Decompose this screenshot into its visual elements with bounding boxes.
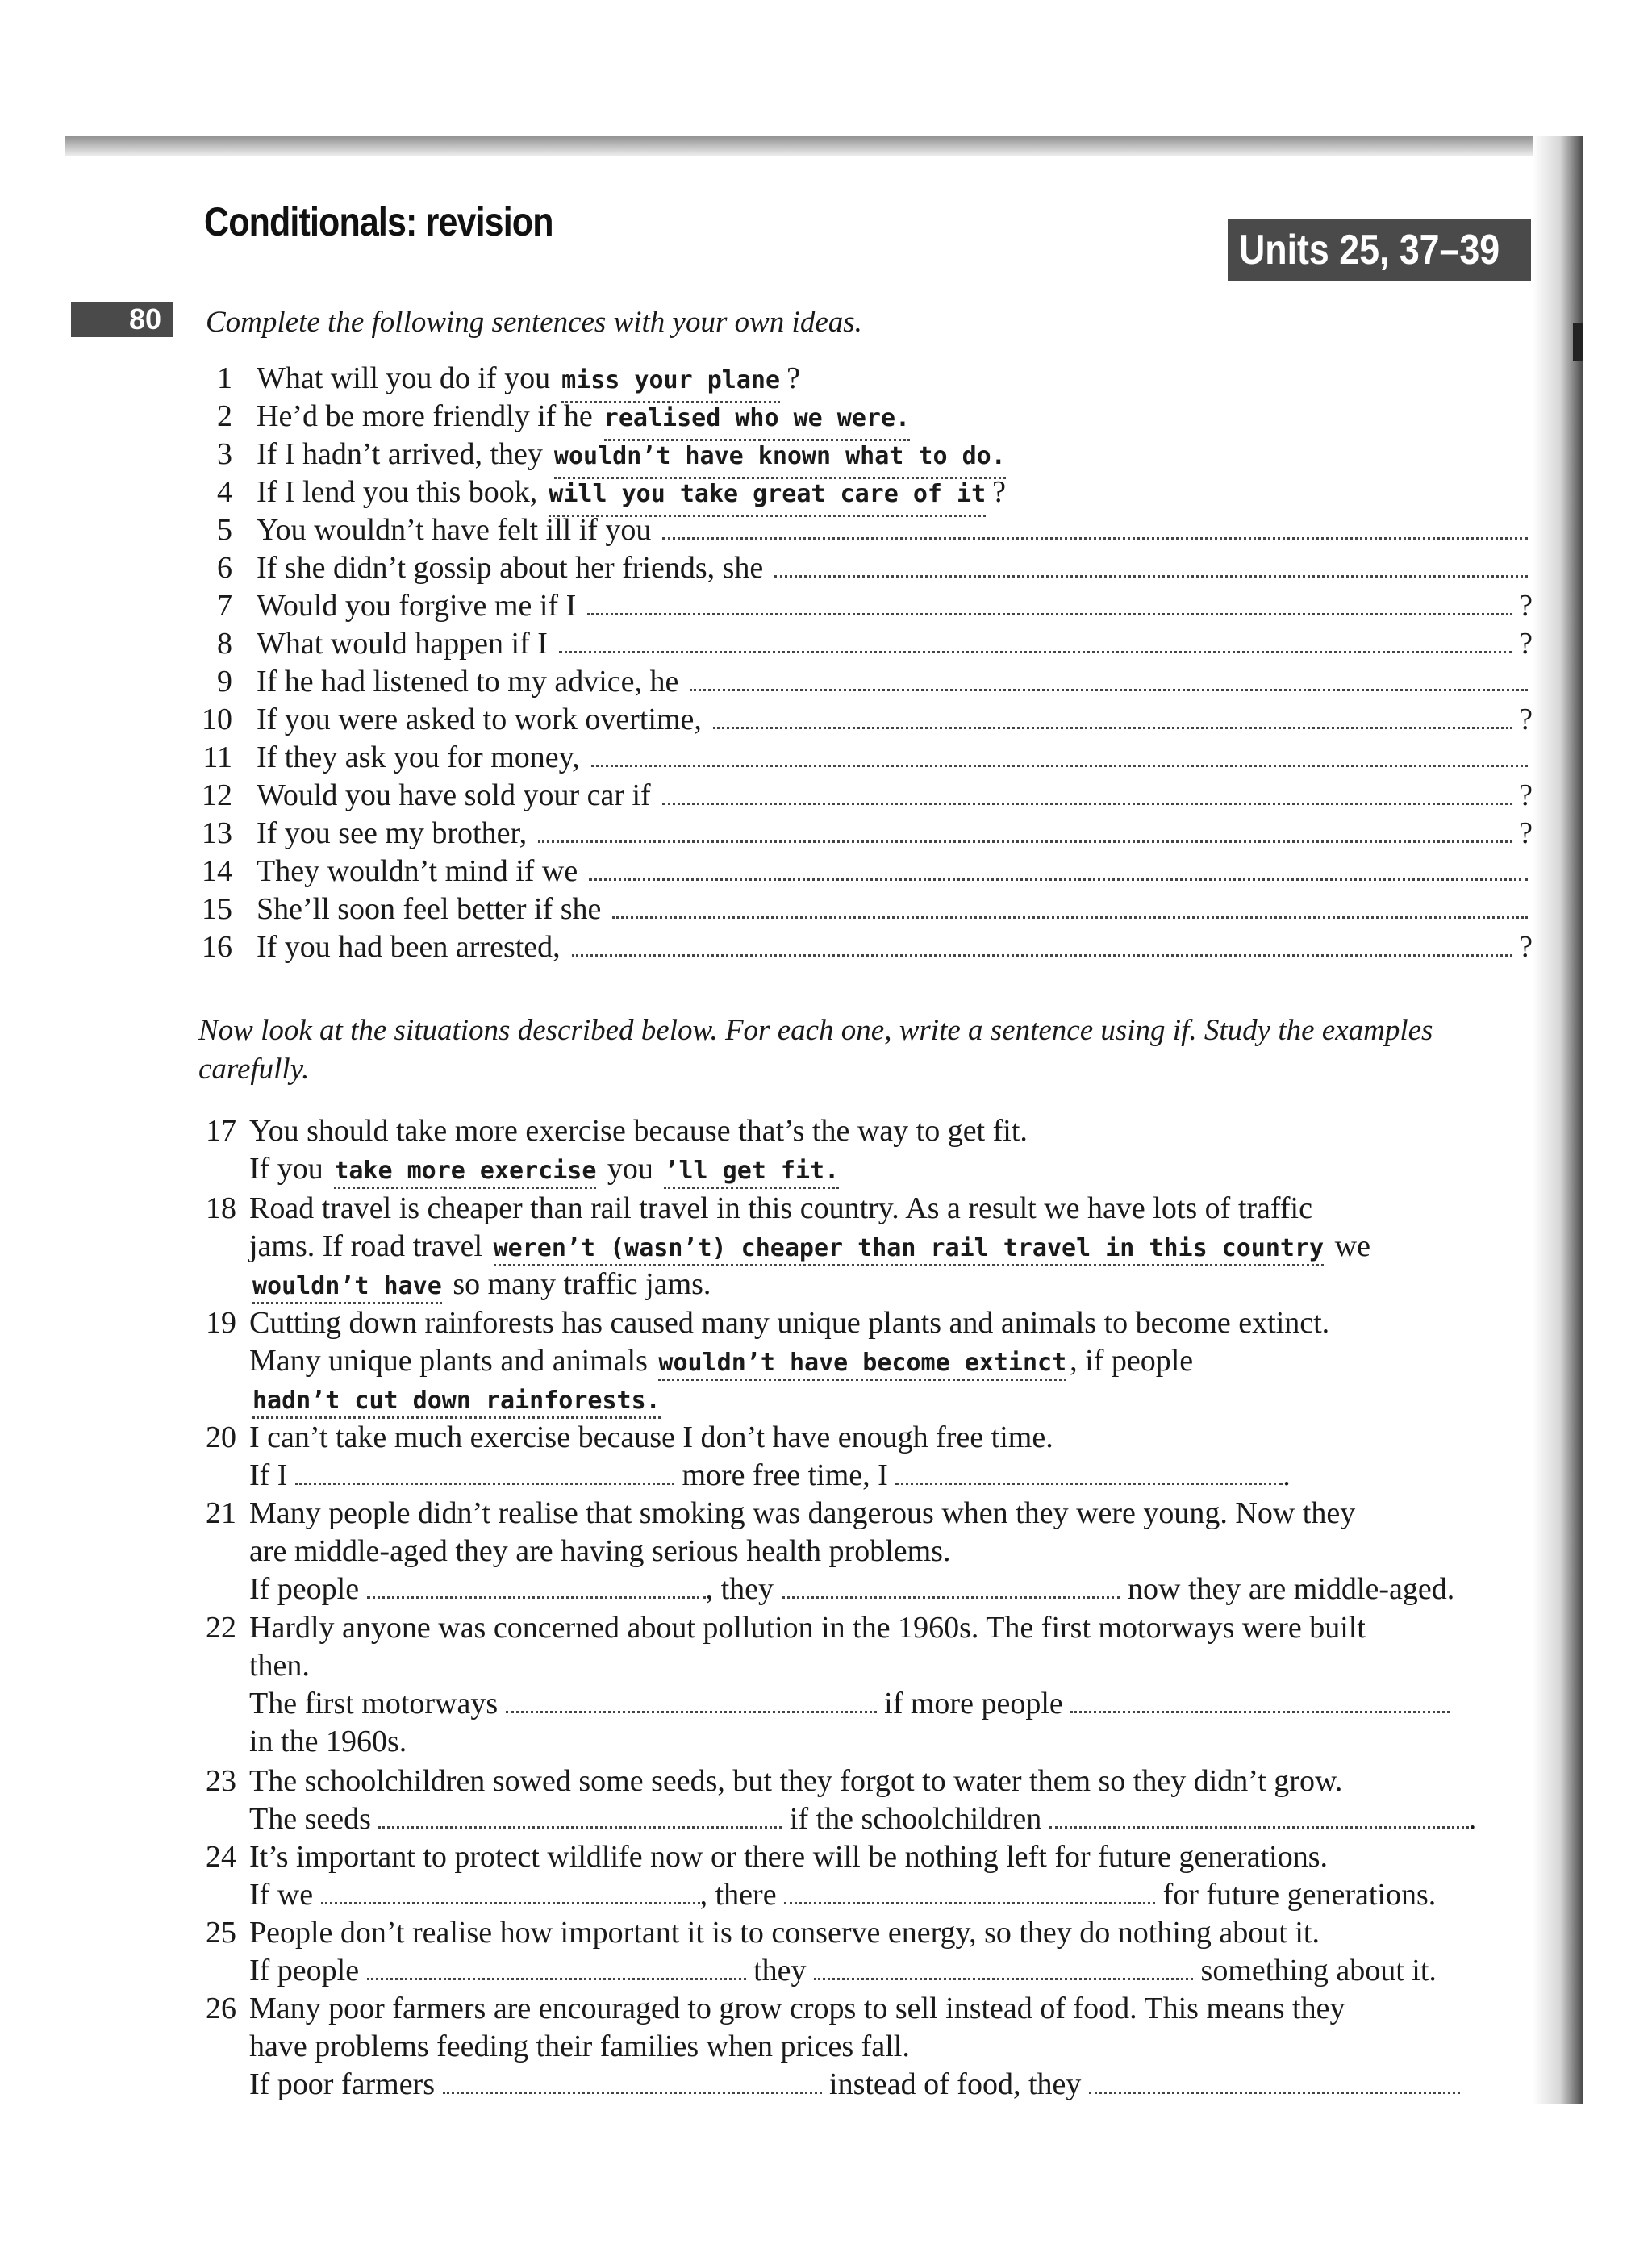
- answer-field[interactable]: weren’t (wasn’t) cheaper than rail travel in this country: [494, 1234, 1325, 1266]
- text-segment: .: [1283, 1458, 1291, 1492]
- situation-19: [190, 1303, 1529, 1424]
- text-segment: they: [753, 1954, 807, 1987]
- item-number: 4: [217, 475, 232, 509]
- situation-prompt: You should take more exercise because that’s the way to get fit.: [249, 1114, 1028, 1148]
- sentence-body: [257, 398, 1533, 441]
- item-number: 17: [206, 1114, 236, 1148]
- sentence-body: [257, 739, 1533, 776]
- sentence-end-mark: ?: [786, 361, 800, 395]
- situation-20: [190, 1418, 1529, 1499]
- answer-field[interactable]: [443, 2069, 822, 2094]
- answer-field[interactable]: will you take great care of it: [549, 476, 986, 517]
- sentence-stem: He’d be more friendly if he: [257, 399, 593, 433]
- situation-prompt: Many poor farmers are encouraged to grow crops to sell instead of food. This means they: [249, 1992, 1345, 2025]
- sentence-stem: If I hadn’t arrived, they: [257, 437, 543, 471]
- text-segment: If people: [249, 1572, 360, 1606]
- item-number: 14: [202, 854, 232, 888]
- item-number: 12: [202, 778, 232, 812]
- item-number: 24: [206, 1840, 236, 1874]
- text-segment: we: [1334, 1229, 1370, 1263]
- text-segment: then.: [249, 1649, 310, 1683]
- answer-field[interactable]: [367, 1574, 706, 1599]
- text-segment: The first motorways: [249, 1687, 499, 1721]
- text-segment: If I: [249, 1458, 288, 1492]
- answer-field[interactable]: [690, 666, 1528, 691]
- situation-prompt: The schoolchildren sowed some seeds, but they forgot to water them so they didn’t grow.: [249, 1764, 1343, 1798]
- answer-field[interactable]: [506, 1688, 877, 1713]
- sentence-stem: If you had been arrested,: [257, 930, 561, 964]
- answer-field[interactable]: [662, 515, 1528, 540]
- sentence-stem: If you were asked to work overtime,: [257, 703, 702, 736]
- text-segment: if the schoolchildren: [789, 1802, 1042, 1836]
- sentence-body: [257, 815, 1533, 852]
- answer-field[interactable]: [1070, 1688, 1450, 1713]
- answer-field[interactable]: [295, 1460, 674, 1485]
- answer-field[interactable]: [591, 742, 1528, 767]
- sentence-body: [257, 853, 1533, 890]
- sentence-stem: What will you do if you: [257, 361, 551, 395]
- sentence-body: [257, 473, 1533, 517]
- sentence-end-mark: ?: [1519, 627, 1533, 661]
- item-number: 1: [217, 361, 232, 395]
- instruction-situations: Now look at the situations described below. For each one, write a sentence using if. Study the examples carefully.: [198, 1014, 1433, 1086]
- item-number: 13: [202, 816, 232, 850]
- item-number: 16: [202, 930, 232, 964]
- item-number: 10: [202, 703, 232, 736]
- text-segment: Many unique plants and animals: [249, 1344, 648, 1378]
- instruction-complete-sentences: Complete the following sentences with your own ideas.: [206, 306, 862, 339]
- situation-26: [190, 1989, 1529, 2110]
- text-segment: now they are middle-aged.: [1128, 1572, 1455, 1606]
- item-number: 21: [206, 1496, 236, 1530]
- sentence-stem: Would you have sold your car if: [257, 778, 651, 812]
- answer-field[interactable]: [895, 1460, 1283, 1485]
- item-number: 3: [217, 437, 232, 471]
- answer-field[interactable]: [784, 1879, 1155, 1904]
- sentence-body: [257, 436, 1533, 479]
- sentence-stem: If they ask you for money,: [257, 740, 580, 774]
- sentence-stem: She’ll soon feel better if she: [257, 892, 602, 926]
- sentence-stem: What would happen if I: [257, 627, 548, 661]
- item-number: 26: [206, 1992, 236, 2025]
- sentence-body: [257, 663, 1533, 700]
- sentence-body: [257, 549, 1533, 586]
- sentence-end-mark: ?: [992, 475, 1007, 509]
- text-segment: If you: [249, 1152, 323, 1186]
- scan-shadow-band: [65, 136, 1557, 156]
- situation-prompt: I can’t take much exercise because I don’t have enough free time.: [249, 1420, 1053, 1454]
- sentence-stem: If she didn’t gossip about her friends, she: [257, 551, 764, 585]
- sentence-stem: If he had listened to my advice, he: [257, 665, 679, 699]
- page-title: Conditionals: revision: [204, 199, 553, 244]
- sentence-body: [257, 777, 1533, 814]
- item-number: 6: [217, 551, 232, 585]
- units-badge: Units 25, 37–39: [1228, 219, 1531, 281]
- answer-field[interactable]: [814, 1955, 1193, 1980]
- text-segment: The seeds: [249, 1802, 371, 1836]
- text-segment: are middle-aged they are having serious health problems.: [249, 1534, 951, 1568]
- situation-17: [190, 1112, 1529, 1192]
- text-segment: instead of food, they: [829, 2067, 1082, 2101]
- sentence-body: [257, 360, 1533, 403]
- text-segment: if more people: [884, 1687, 1063, 1721]
- answer-field[interactable]: [378, 1804, 782, 1829]
- sentence-body: [257, 625, 1533, 662]
- text-segment: in the 1960s.: [249, 1725, 407, 1758]
- book-spine-shadow: [1533, 136, 1583, 2104]
- item-number: 5: [217, 513, 232, 547]
- item-number: 18: [206, 1191, 236, 1225]
- sentence-end-mark: ?: [1519, 703, 1533, 736]
- answer-field[interactable]: [662, 780, 1512, 805]
- answer-field[interactable]: [538, 818, 1512, 843]
- text-segment: something about it.: [1200, 1954, 1437, 1987]
- answer-field[interactable]: [774, 553, 1528, 578]
- sentence-body: [257, 928, 1533, 966]
- situation-22: [190, 1608, 1529, 1770]
- answer-field[interactable]: [782, 1574, 1120, 1599]
- text-segment: more free time, I: [682, 1458, 888, 1492]
- answer-field[interactable]: wouldn’t have: [252, 1272, 442, 1304]
- answer-field[interactable]: [559, 628, 1512, 653]
- answer-field[interactable]: wouldn’t have known what to do.: [554, 438, 1006, 479]
- sentence-stem: If I lend you this book,: [257, 475, 538, 509]
- text-segment: If people: [249, 1954, 360, 1987]
- sentence-body: [257, 891, 1533, 928]
- answer-field[interactable]: [367, 1955, 746, 1980]
- situation-18: [190, 1189, 1529, 1310]
- situation-prompt: People don’t realise how important it is to conserve energy, so they do nothing about it.: [249, 1916, 1320, 1950]
- answer-field[interactable]: [1089, 2069, 1460, 2094]
- spine-mark: [1573, 323, 1583, 361]
- text-segment: , there: [699, 1878, 777, 1912]
- situation-prompt: Cutting down rainforests has caused many unique plants and animals to become extinct.: [249, 1306, 1330, 1340]
- answer-field[interactable]: miss your plane: [561, 362, 780, 403]
- answer-field[interactable]: [713, 704, 1512, 729]
- sentence-end-mark: ?: [1519, 589, 1533, 623]
- sentence-body: [257, 511, 1533, 548]
- item-number: 23: [206, 1764, 236, 1798]
- text-segment: , they: [705, 1572, 774, 1606]
- item-number: 11: [202, 740, 232, 774]
- item-number: 19: [206, 1306, 236, 1340]
- situation-prompt: Many people didn’t realise that smoking was dangerous when they were young. Now they: [249, 1496, 1356, 1530]
- answer-field[interactable]: realised who we were.: [604, 400, 910, 441]
- sentence-body: [257, 587, 1533, 624]
- text-segment: so many traffic jams.: [453, 1267, 711, 1301]
- answer-field[interactable]: wouldn’t have become extinct: [658, 1349, 1066, 1381]
- item-number: 22: [206, 1611, 236, 1645]
- situation-24: [190, 1837, 1529, 1918]
- answer-field[interactable]: ’ll get fit.: [664, 1157, 839, 1189]
- item-number: 7: [217, 589, 232, 623]
- sentence-stem: Would you forgive me if I: [257, 589, 577, 623]
- item-number: 15: [202, 892, 232, 926]
- sentence-body: [257, 701, 1533, 738]
- sentence-stem: If you see my brother,: [257, 816, 528, 850]
- text-segment: If poor farmers: [249, 2067, 436, 2101]
- sentence-end-mark: ?: [1519, 930, 1533, 964]
- text-segment: for future generations.: [1162, 1878, 1437, 1912]
- text-segment: , if people: [1070, 1344, 1194, 1378]
- item-number: 2: [217, 399, 232, 433]
- sentence-end-mark: ?: [1519, 816, 1533, 850]
- situation-prompt: It’s important to protect wildlife now or there will be nothing left for future generations.: [249, 1840, 1329, 1874]
- situation-prompt: Road travel is cheaper than rail travel in this country. As a result we have lots of traffic: [249, 1191, 1312, 1225]
- answer-field[interactable]: [572, 932, 1512, 957]
- situation-23: [190, 1762, 1529, 1842]
- answer-field[interactable]: hadn’t cut down rainforests.: [252, 1387, 661, 1419]
- item-number: 20: [206, 1420, 236, 1454]
- situation-21: [190, 1494, 1529, 1615]
- answer-field[interactable]: [587, 590, 1512, 615]
- answer-field[interactable]: [321, 1879, 700, 1904]
- text-segment: .: [1468, 1802, 1477, 1836]
- situation-25: [190, 1913, 1529, 1994]
- answer-field[interactable]: [1049, 1804, 1469, 1829]
- text-segment: have problems feeding their families when prices fall.: [249, 2029, 910, 2063]
- answer-field[interactable]: [612, 894, 1528, 919]
- sentence-stem: They wouldn’t mind if we: [257, 854, 578, 888]
- item-number: 25: [206, 1916, 236, 1950]
- situation-prompt: Hardly anyone was concerned about pollution in the 1960s. The first motorways were built: [249, 1611, 1366, 1645]
- answer-field[interactable]: take more exercise: [334, 1157, 596, 1189]
- sentence-end-mark: ?: [1519, 778, 1533, 812]
- exercise-number-badge: 80: [71, 302, 173, 337]
- answer-field[interactable]: [589, 856, 1528, 881]
- item-number: 8: [217, 627, 232, 661]
- item-number: 9: [217, 665, 232, 699]
- text-segment: If we: [249, 1878, 314, 1912]
- text-segment: you: [607, 1152, 653, 1186]
- sentence-stem: You wouldn’t have felt ill if you: [257, 513, 652, 547]
- text-segment: jams. If road travel: [249, 1229, 483, 1263]
